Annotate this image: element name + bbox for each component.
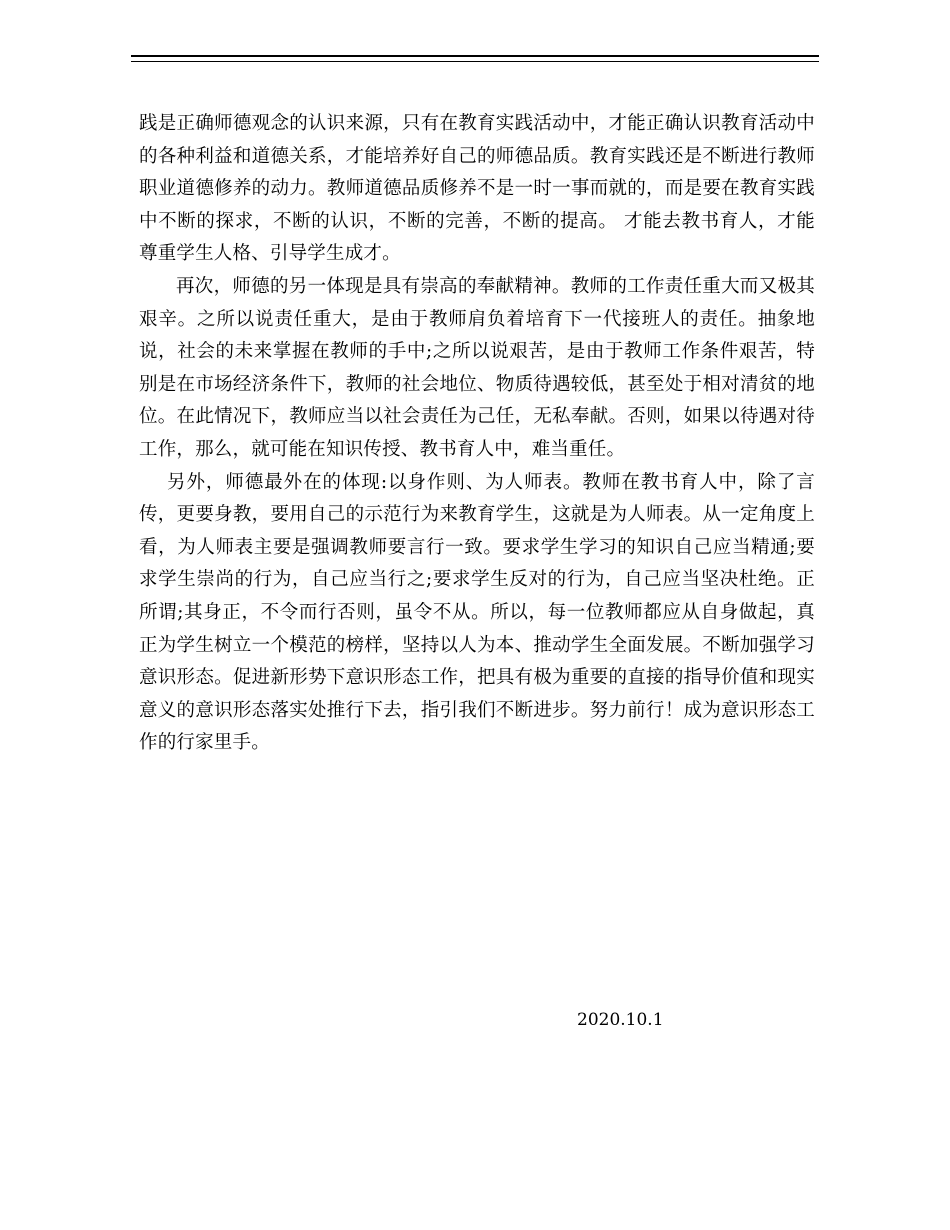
paragraph-2: 再次，师德的另一体现是具有崇高的奉献精神。教师的工作责任重大而又极其艰辛。之所以说责任重大，是由于教师肩负着培育下一代接班人的责任。抽象地说，社会的未来掌握在教师的手中;之所以说艰苦，是由于教师工作条件艰苦，特别是在市场经济条件下，教师的社会地位、物质待遇较低，甚至处于相对清贫的地位。在此情况下，教师应当以社会责任为己任，无私奉献。否则，如果以待遇对待工作，那么，就可能在知识传授、教书育人中，难当重任。 bbox=[139, 275, 815, 460]
header-rule-bottom bbox=[131, 61, 819, 62]
document-body bbox=[139, 108, 815, 760]
paragraph-3: 另外，师德最外在的体现:以身作则、为人师表。教师在教书育人中，除了言传，更要身教，要用自己的示范行为来教育学生，这就是为人师表。从一定角度上看，为人师表主要是强调教师要言行一致。要求学生学习的知识自己应当精通;要求学生崇尚的行为，自己应当行之;要求学生反对的行为，自己应当坚决杜绝。正所谓;其身正，不令而行否则，虽令不从。所以，每一位教师都应从自身做起，真正为学生树立一个模范的榜样，坚持以人为本、推动学生全面发展。不断加强学习意识形态。促进新形势下意识形态工作，把具有极为重要的直接的指导价值和现实意义的意识形态落实处推行下去，指引我们不断进步。努力前行！成为意识形态工作的行家里手。 bbox=[139, 471, 815, 754]
document-date: 2020.10.1 bbox=[577, 1010, 664, 1030]
paragraph-1: 践是正确师德观念的认识来源，只有在教育实践活动中，才能正确认识教育活动中的各种利益和道德关系，才能培养好自己的师德品质。教育实践还是不断进行教师职业道德修养的动力。教师道德品质修养不是一时一事而就的，而是要在教育实践中不断的探求，不断的认识，不断的完善，不断的提高。 才能去教书育人，才能尊重学生人格、引导学生成才。 bbox=[139, 113, 815, 265]
header-rule-top bbox=[131, 55, 819, 57]
